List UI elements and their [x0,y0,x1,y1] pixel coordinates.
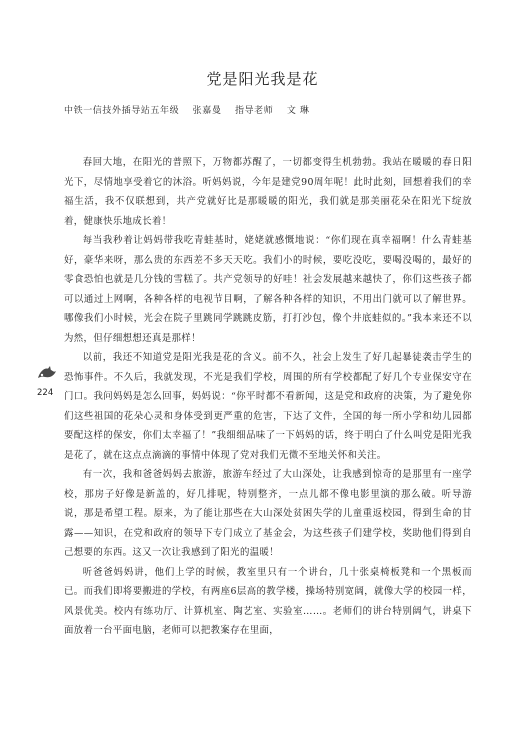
article-title: 党是阳光我是花 [206,70,319,88]
paragraph: 春回大地，在阳光的普照下，万物都苏醒了，一切都变得生机勃勃。我站在暖暖的春日阳光下，尽情地享受着它的沐浴。听妈妈说，今年是建党90周年呢！此时此刻，回想着我们的幸福生活，我不仅联想到，共产党就好比是那暖暖的阳光，我们就是那美丽花朵在阳光下绽放着，健康快乐地成长着！ [64,157,472,227]
article-body [64,153,472,641]
paragraph: 听爸爸妈妈讲，他们上学的时候，教室里只有一个讲台，几十张桌椅板凳和一个黑板而已。而我们即将要搬进的学校，有两座6层高的教学楼，操场特别宽阔，就像大学的校园一样，风景优美。校内有练功厅、计算机室、陶艺室、实验室……。老师们的讲台特别阔气，讲桌下面放着一台平面电脑，老师可以把教案存在里面， [64,566,472,636]
byline-author: 张嘉曼 [192,106,222,116]
byline [64,103,484,116]
paragraph: 每当我秒着让妈妈带我吃青蛙基时，姥姥就感慨地说：“你们现在真幸福啊！什么青蛙基好，豪华来呀，那么贵的东西差不多天天吃。我们小的时候，要吃没吃，要喝没喝的，最好的零食恐怕也就是几分钱的雪糕了。共产党领导的好哇！社会发展越来越快了，你们这些孩子都可以通过上网啊，各种各样的电视节目啊，了解各种各样的知识，不用出门就可以了解世界。哪像我们小时候，光会在院子里跳同学跳跳皮筋，打打沙包，像个井底蛙似的。”我本来还不以为然，但仔细想想还真是那样！ [64,235,472,344]
page-corner-ornament-icon [36,364,58,382]
paragraph: 有一次，我和爸爸妈妈去旅游，旅游车经过了大山深处，让我感到惊奇的是那里有一座学校，那房子好像是新盖的，好几排呢，特别整齐，一点儿都不像电影里演的那么破。听导游说，那是希望工程。原来，为了能让那些在大山深处贫困失学的儿童重返校园，得到生命的甘露——知识，在党和政府的领导下专门成立了基金会，为这些孩子们建学校，奖助他们得到自己想要的东西。这又一次让我感到了阳光的温暖！ [64,469,472,558]
byline-teacher-label: 指导老师 [234,106,274,116]
paragraph: 以前，我还不知道党是阳光我是花的含义。前不久，社会上发生了好几起暴徒袭击学生的恐怖事件。不久后，我就发现，不光是我们学校，周围的所有学校都配了好几个专业保安守在门口。我问妈妈是怎么回事，妈妈说：“你平时都不看新闻，这是党和政府的决策，为了避免你们这些祖国的花朵心灵和身体受到更严重的危害，下达了文件，全国的每一所小学和幼儿园都要配这样的保安，你们太幸福了！”我细细品味了一下妈妈的话，终于明白了什么叫党是阳光我是花了，就在这点点滴滴的事情中体现了党对我们无微不至地关怀和关注。 [64,352,472,461]
byline-teacher: 文 琳 [286,106,310,116]
byline-school: 中铁一信技外插导站五年级 [64,106,180,116]
page-number: 224 [37,388,54,398]
